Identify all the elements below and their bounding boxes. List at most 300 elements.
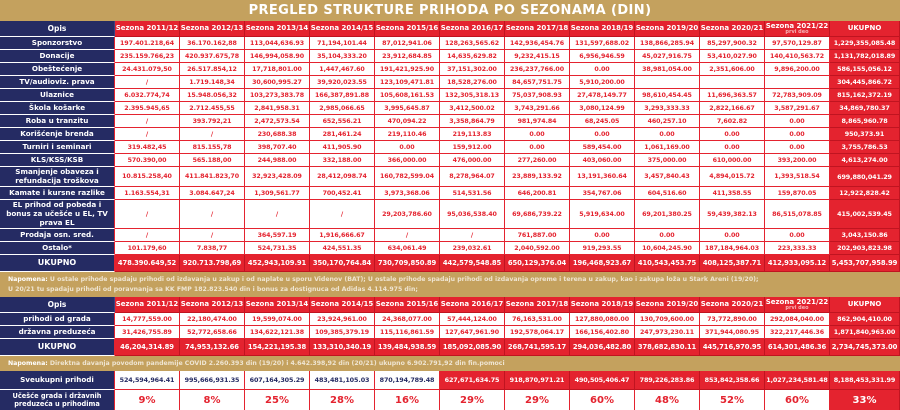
data-cell: 69,686,739.22 <box>505 200 570 229</box>
row-label: Škola košarke <box>0 102 115 115</box>
column-header-season <box>505 297 570 313</box>
total-cell: 46,204,314.89 <box>115 339 180 356</box>
data-cell: 411.841.823,70 <box>180 167 245 187</box>
data-cell: 239,032.61 <box>440 242 505 255</box>
data-cell: 76,163,531.00 <box>505 313 570 326</box>
total-cell: 350,170,764.84 <box>310 255 375 272</box>
data-cell <box>765 76 830 89</box>
data-cell: 3,457,840.43 <box>635 167 700 187</box>
data-cell: 3,358,864.79 <box>440 115 505 128</box>
table-row <box>0 37 900 50</box>
total-cell: 445,716,970.95 <box>700 339 765 356</box>
total-cell: 412,933,095.12 <box>765 255 830 272</box>
data-cell: 38,981,054.00 <box>635 63 700 76</box>
row-total-cell: 950,373.91 <box>830 128 900 141</box>
data-cell: 86,515,078.85 <box>765 200 830 229</box>
data-cell <box>635 76 700 89</box>
season-label: Sezona 2020/21 <box>700 24 764 32</box>
season-label: Sezona 2018/19 <box>570 24 634 32</box>
row-label: Kamate i kursne razlike <box>0 187 115 200</box>
note-1 <box>0 272 900 297</box>
data-cell: 187,184,964.03 <box>700 242 765 255</box>
season-label: Sezona 2020/21 <box>700 300 764 309</box>
data-cell: 219,113.83 <box>440 128 505 141</box>
column-header-season <box>765 297 830 313</box>
data-cell: 131,597,688.02 <box>570 37 635 50</box>
data-cell: 565.188,00 <box>180 154 245 167</box>
data-cell: 37,151,302.00 <box>440 63 505 76</box>
note-1-text-1: U ostale prihode spadaju prihodi od izdavanja u zakup i od naplate u sporu Videnov (BAT); U ostale prihode spadaju prihodi od izdavanja opreme i terena u zakup, kao i zakupa loža u Stark Areni (19/20); <box>49 276 759 284</box>
data-cell: 235.159.766,23 <box>115 50 180 63</box>
data-cell: 73,772,890.00 <box>700 313 765 326</box>
data-cell: 476,000.00 <box>440 154 505 167</box>
table-row <box>0 141 900 154</box>
data-cell: 97,570,129.87 <box>765 37 830 50</box>
total-row-label: UKUPNO <box>0 339 115 356</box>
total-revenue-cell: 870,194,789.48 <box>375 371 440 390</box>
season-label: Sezona 2011/12 <box>115 300 179 309</box>
column-header-opis: Opis <box>0 297 115 313</box>
season-label: Sezona 2016/17 <box>440 24 504 32</box>
column-header-season <box>115 297 180 313</box>
season-label: Sezona 2014/15 <box>310 24 374 32</box>
data-cell: 981,974.84 <box>505 115 570 128</box>
data-cell: 0.00 <box>375 141 440 154</box>
data-cell: 14,777,559.00 <box>115 313 180 326</box>
column-header-season <box>635 297 700 313</box>
season-label: Sezona 2013/14 <box>245 300 309 309</box>
data-cell: 127,880,080.00 <box>570 313 635 326</box>
row-total-cell: 815,162,372.19 <box>830 89 900 102</box>
column-header-season <box>440 297 505 313</box>
row-total-cell: 1,131,782,018.89 <box>830 50 900 63</box>
data-cell: 8,278,964.07 <box>440 167 505 187</box>
total-revenue-cell: 607,164,305.29 <box>245 371 310 390</box>
page-title: PREGLED STRUKTURE PRIHODA PO SEZONAMA (DIN) <box>248 3 652 18</box>
row-total-cell: 1,229,355,085.48 <box>830 37 900 50</box>
season-label: Sezona 2021/22 <box>765 297 829 306</box>
data-cell: 0.00 <box>570 128 635 141</box>
data-cell: 0.00 <box>765 141 830 154</box>
share-cell: 25% <box>245 390 310 410</box>
row-total-cell: 4,613,274.00 <box>830 154 900 167</box>
table-row <box>0 63 900 76</box>
row-label: EL prihod od pobeda i bonus za učešće u EL, TV prava EL <box>0 200 115 229</box>
data-cell: 4,894,015.72 <box>700 167 765 187</box>
data-cell: 366,000.00 <box>375 154 440 167</box>
data-cell: 3,080,124.99 <box>570 102 635 115</box>
total-revenue-cell: 483,481,105.03 <box>310 371 375 390</box>
data-cell: 1,447,467.60 <box>310 63 375 76</box>
column-header-season <box>115 21 180 37</box>
data-cell: 1,916,666.67 <box>310 229 375 242</box>
table-row <box>0 313 900 326</box>
data-cell: 26.517.854,12 <box>180 63 245 76</box>
data-cell: 2.395.945,65 <box>115 102 180 115</box>
data-cell: 393.792,21 <box>180 115 245 128</box>
data-cell: 646,200.81 <box>505 187 570 200</box>
data-cell: 2,841,958.31 <box>245 102 310 115</box>
total-revenue-cell: 918,870,971.21 <box>505 371 570 390</box>
data-cell: 142,936,454.76 <box>505 37 570 50</box>
total-cell: 139,484,938.59 <box>375 339 440 356</box>
data-cell: 0.00 <box>700 128 765 141</box>
table-row <box>0 200 900 229</box>
data-cell: 23,889,133.92 <box>505 167 570 187</box>
share-cell: 60% <box>765 390 830 410</box>
column-header-season <box>440 21 505 37</box>
data-cell: 2,351,606.00 <box>700 63 765 76</box>
data-cell: 197.401.218,64 <box>115 37 180 50</box>
data-cell: 244,988.00 <box>245 154 310 167</box>
data-cell: 138,866,285.94 <box>635 37 700 50</box>
data-cell: 610,000.00 <box>700 154 765 167</box>
data-cell: 236,237,766.00 <box>505 63 570 76</box>
column-header-season <box>570 297 635 313</box>
data-cell: 332,188.00 <box>310 154 375 167</box>
data-cell: 85,297,900.32 <box>700 37 765 50</box>
data-cell: 0.00 <box>570 229 635 242</box>
total-cell: 196,468,923.67 <box>570 255 635 272</box>
data-cell: 470,094.22 <box>375 115 440 128</box>
data-cell: 128,263,565.62 <box>440 37 505 50</box>
data-cell: 411,905.90 <box>310 141 375 154</box>
data-cell: 36.170.162,88 <box>180 37 245 50</box>
data-cell: 160,782,599.04 <box>375 167 440 187</box>
row-total-cell: 586,155,056.12 <box>830 63 900 76</box>
column-header-season <box>180 297 245 313</box>
data-cell <box>700 76 765 89</box>
share-cell: 60% <box>570 390 635 410</box>
column-header-season <box>635 21 700 37</box>
data-cell: 87,012,941.06 <box>375 37 440 50</box>
table-row <box>0 326 900 339</box>
data-cell: 0.00 <box>505 141 570 154</box>
data-cell: 123,109,471.81 <box>375 76 440 89</box>
data-cell: 3.084.647,24 <box>180 187 245 200</box>
data-cell: 1.719.148,34 <box>180 76 245 89</box>
data-cell: 27,478,149.77 <box>570 89 635 102</box>
note-2-text: Direktna davanja povodom pandemije COVID 2.260.393 din (19/20) i 4.642.398,92 din (20/21) ukupno 6.902.791,92 din fin.pomoci <box>49 360 505 368</box>
data-cell: 3,412,500.02 <box>440 102 505 115</box>
season-label: Sezona 2016/17 <box>440 300 504 309</box>
total-revenue-row <box>0 371 900 390</box>
share-grand-cell: 33% <box>830 390 900 410</box>
row-label: TV/audioviz. prava <box>0 76 115 89</box>
data-cell: 5,919,634.00 <box>570 200 635 229</box>
data-cell: 95,036,538.40 <box>440 200 505 229</box>
data-cell: 281,461.24 <box>310 128 375 141</box>
total-cell: 268,741,595.17 <box>505 339 570 356</box>
note-1-text-2: U 20/21 tu spadaju prihodi od poravnanja sa KK FMP 182.823.540 din i bonus za dostignuca od Adidas 4.114.975 din; <box>8 286 418 294</box>
data-cell: 24.431.079,50 <box>115 63 180 76</box>
table-row <box>0 187 900 200</box>
data-cell: 364,597.19 <box>245 229 310 242</box>
row-total-cell: 304,445,866.72 <box>830 76 900 89</box>
row-label: Ulaznice <box>0 89 115 102</box>
data-cell: 72,783,909.09 <box>765 89 830 102</box>
total-revenue-cell: 1,027,234,581.48 <box>765 371 830 390</box>
data-cell: 134,622,121.38 <box>245 326 310 339</box>
data-cell: 3,973,368.06 <box>375 187 440 200</box>
data-cell: 130,709,600.00 <box>635 313 700 326</box>
data-cell: 354,767.06 <box>570 187 635 200</box>
data-cell: / <box>115 76 180 89</box>
summary-table <box>0 371 900 410</box>
share-cell: 29% <box>440 390 505 410</box>
data-cell: 6.032.774,74 <box>115 89 180 102</box>
table-row <box>0 50 900 63</box>
total-cell: 408,125,387.71 <box>700 255 765 272</box>
row-label: Smanjenje obaveza i refundacija troškova <box>0 167 115 187</box>
data-cell: 0.00 <box>570 63 635 76</box>
note-2 <box>0 356 900 371</box>
share-cell: 48% <box>635 390 700 410</box>
data-cell: 115,116,861.59 <box>375 326 440 339</box>
data-cell: 57,444,124.00 <box>440 313 505 326</box>
data-cell: 0.00 <box>765 229 830 242</box>
data-cell: 11,696,363.57 <box>700 89 765 102</box>
data-cell: 2,822,166.67 <box>700 102 765 115</box>
column-header-season <box>375 297 440 313</box>
total-revenue-cell: 853,842,358.66 <box>700 371 765 390</box>
data-cell: 132,305,318.13 <box>440 89 505 102</box>
table-row <box>0 242 900 255</box>
row-total-cell: 3,755,786.53 <box>830 141 900 154</box>
column-header-ukupno: UKUPNO <box>830 297 900 313</box>
data-cell: 23,924,961.00 <box>310 313 375 326</box>
column-header-season <box>700 297 765 313</box>
data-cell: 0.00 <box>765 128 830 141</box>
data-cell: 0.00 <box>700 141 765 154</box>
season-label: Sezona 2011/12 <box>115 24 179 32</box>
data-cell: 0.00 <box>765 115 830 128</box>
share-cell: 9% <box>115 390 180 410</box>
data-cell: 2.712.455,55 <box>180 102 245 115</box>
season-label: Sezona 2021/22 <box>765 21 829 30</box>
season-label: Sezona 2017/18 <box>505 24 569 32</box>
data-cell: 127,647,961.90 <box>440 326 505 339</box>
data-cell: 0.00 <box>700 229 765 242</box>
data-cell: 29,203,786.60 <box>375 200 440 229</box>
data-cell: 166,387,891.88 <box>310 89 375 102</box>
data-cell: 19,599,074.00 <box>245 313 310 326</box>
data-cell: 761,887.00 <box>505 229 570 242</box>
total-cell: 410,543,453.75 <box>635 255 700 272</box>
table-row <box>0 115 900 128</box>
table2-header-row <box>0 297 900 313</box>
data-cell: / <box>115 128 180 141</box>
table-row <box>0 128 900 141</box>
share-cell: 8% <box>180 390 245 410</box>
total-revenue-cell: 524,594,964.41 <box>115 371 180 390</box>
data-cell: 9,896,200.00 <box>765 63 830 76</box>
table-row <box>0 167 900 187</box>
data-cell: 604,516.60 <box>635 187 700 200</box>
data-cell: 219,110.46 <box>375 128 440 141</box>
data-cell: 32,923,428.09 <box>245 167 310 187</box>
grand-total-cell: 5,453,707,958.99 <box>830 255 900 272</box>
share-row <box>0 390 900 410</box>
data-cell: 24,368,077.00 <box>375 313 440 326</box>
data-cell: 10,604,245.90 <box>635 242 700 255</box>
season-sub-label: prvi deo <box>785 28 809 35</box>
data-cell: 3,587,291.67 <box>765 102 830 115</box>
data-cell: 398,707.40 <box>245 141 310 154</box>
data-cell: 105,608,161.53 <box>375 89 440 102</box>
total-revenue-cell: 490,505,406.47 <box>570 371 635 390</box>
data-cell: 191,421,925.90 <box>375 63 440 76</box>
total-cell: 74,953,132.66 <box>180 339 245 356</box>
share-label: Učešće grada i državnih preduzeća u prihodima <box>0 390 115 410</box>
data-cell: 5,910,200.00 <box>570 76 635 89</box>
grand-total-cell: 2,734,745,373.00 <box>830 339 900 356</box>
data-cell: / <box>180 200 245 229</box>
data-cell: 2,985,066.65 <box>310 102 375 115</box>
data-cell: 230,688.38 <box>245 128 310 141</box>
share-cell: 52% <box>700 390 765 410</box>
total-row <box>0 255 900 272</box>
city-state-revenue-table <box>0 297 900 356</box>
season-label: Sezona 2012/13 <box>180 300 244 309</box>
data-cell: / <box>115 115 180 128</box>
row-label: Obeštećenje <box>0 63 115 76</box>
row-total-cell: 1,871,840,963.00 <box>830 326 900 339</box>
total-cell: 452,943,109.91 <box>245 255 310 272</box>
data-cell: / <box>180 128 245 141</box>
data-cell: 59,439,382.13 <box>700 200 765 229</box>
data-cell: 1.163.554,31 <box>115 187 180 200</box>
data-cell: 393,200.00 <box>765 154 830 167</box>
total-cell: 442,579,548.85 <box>440 255 505 272</box>
row-total-cell: 862,904,410.00 <box>830 313 900 326</box>
season-label: Sezona 2012/13 <box>180 24 244 32</box>
total-revenue-grand-cell: 8,188,453,331.99 <box>830 371 900 390</box>
table-row <box>0 154 900 167</box>
data-cell: 247,973,230.11 <box>635 326 700 339</box>
data-cell: 103,273,383.78 <box>245 89 310 102</box>
total-cell: 378,682,830.11 <box>635 339 700 356</box>
column-header-season <box>375 21 440 37</box>
data-cell: 652,556.21 <box>310 115 375 128</box>
data-cell: 18,528,276.00 <box>440 76 505 89</box>
data-cell: 113,044,636.93 <box>245 37 310 50</box>
column-header-season <box>245 21 310 37</box>
share-cell: 16% <box>375 390 440 410</box>
data-cell: 3,743,291.66 <box>505 102 570 115</box>
season-label: Sezona 2013/14 <box>245 24 309 32</box>
data-cell: 919,293.55 <box>570 242 635 255</box>
data-cell: 0.00 <box>635 229 700 242</box>
column-header-ukupno: UKUPNO <box>830 21 900 37</box>
total-revenue-cell: 789,226,283.86 <box>635 371 700 390</box>
data-cell: 570.390,00 <box>115 154 180 167</box>
data-cell: 45,027,916.75 <box>635 50 700 63</box>
data-cell: 159,912.00 <box>440 141 505 154</box>
total-row-label: UKUPNO <box>0 255 115 272</box>
data-cell: / <box>115 200 180 229</box>
row-label: Ostalo* <box>0 242 115 255</box>
table-row <box>0 229 900 242</box>
data-cell: 7.838,77 <box>180 242 245 255</box>
column-header-season <box>180 21 245 37</box>
season-label: Sezona 2019/20 <box>635 24 699 32</box>
data-cell: / <box>375 229 440 242</box>
row-total-cell: 202,903,823.98 <box>830 242 900 255</box>
data-cell: 22,180,474.00 <box>180 313 245 326</box>
note-1-line-1 <box>8 275 892 285</box>
table-row <box>0 76 900 89</box>
total-revenue-cell: 995,666,931.35 <box>180 371 245 390</box>
total-cell: 133,310,340.19 <box>310 339 375 356</box>
total-cell: 730,709,850.89 <box>375 255 440 272</box>
row-label: Turniri i seminari <box>0 141 115 154</box>
data-cell: 1,061,169.00 <box>635 141 700 154</box>
data-cell: 403,060.00 <box>570 154 635 167</box>
table1-header-row <box>0 21 900 37</box>
row-label: Prodaja osn. sred. <box>0 229 115 242</box>
data-cell: / <box>245 200 310 229</box>
season-label: Sezona 2018/19 <box>570 300 634 309</box>
title-band <box>0 0 900 21</box>
row-total-cell: 34,869,780.37 <box>830 102 900 115</box>
total-cell: 920.713.798,69 <box>180 255 245 272</box>
row-label: prihodi od grada <box>0 313 115 326</box>
data-cell: 17,718,801.00 <box>245 63 310 76</box>
total-cell: 614,301,486.36 <box>765 339 830 356</box>
revenue-by-season-table <box>0 21 900 272</box>
column-header-season <box>310 21 375 37</box>
column-header-season <box>310 297 375 313</box>
data-cell: / <box>310 200 375 229</box>
share-cell: 29% <box>505 390 570 410</box>
data-cell: 0.00 <box>505 128 570 141</box>
total-revenue-label: Sveukupni prihodi <box>0 371 115 390</box>
data-cell: 375,000.00 <box>635 154 700 167</box>
data-cell: 101.179,60 <box>115 242 180 255</box>
table-row <box>0 102 900 115</box>
data-cell: 15.948.056,32 <box>180 89 245 102</box>
data-cell: 39,920,023.55 <box>310 76 375 89</box>
data-cell: 371,944,080.95 <box>700 326 765 339</box>
data-cell: 23,912,684.85 <box>375 50 440 63</box>
column-header-season <box>505 21 570 37</box>
data-cell: / <box>440 229 505 242</box>
data-cell: 223,333.33 <box>765 242 830 255</box>
data-cell: 2,040,592.00 <box>505 242 570 255</box>
data-cell: 1,309,561.77 <box>245 187 310 200</box>
data-cell: 514,531.56 <box>440 187 505 200</box>
season-label: Sezona 2017/18 <box>505 300 569 309</box>
total-cell: 185,092,085.90 <box>440 339 505 356</box>
total-cell: 294,036,482.80 <box>570 339 635 356</box>
data-cell: 140,410,563.72 <box>765 50 830 63</box>
data-cell: 420.937.675,78 <box>180 50 245 63</box>
data-cell: 14,635,629.82 <box>440 50 505 63</box>
note-1-label: Napomena: <box>8 276 48 284</box>
data-cell: 84,657,751.75 <box>505 76 570 89</box>
data-cell: 815.155,78 <box>180 141 245 154</box>
season-label: Sezona 2015/16 <box>375 24 439 32</box>
data-cell: 9,232,415.15 <box>505 50 570 63</box>
total-revenue-cell: 627,671,634.75 <box>440 371 505 390</box>
data-cell: 98,610,454.45 <box>635 89 700 102</box>
data-cell: 30,600,995.27 <box>245 76 310 89</box>
note-1-line-2 <box>8 285 892 295</box>
row-label: državna preduzeća <box>0 326 115 339</box>
data-cell: 192,578,064.17 <box>505 326 570 339</box>
row-total-cell: 415,002,539.45 <box>830 200 900 229</box>
